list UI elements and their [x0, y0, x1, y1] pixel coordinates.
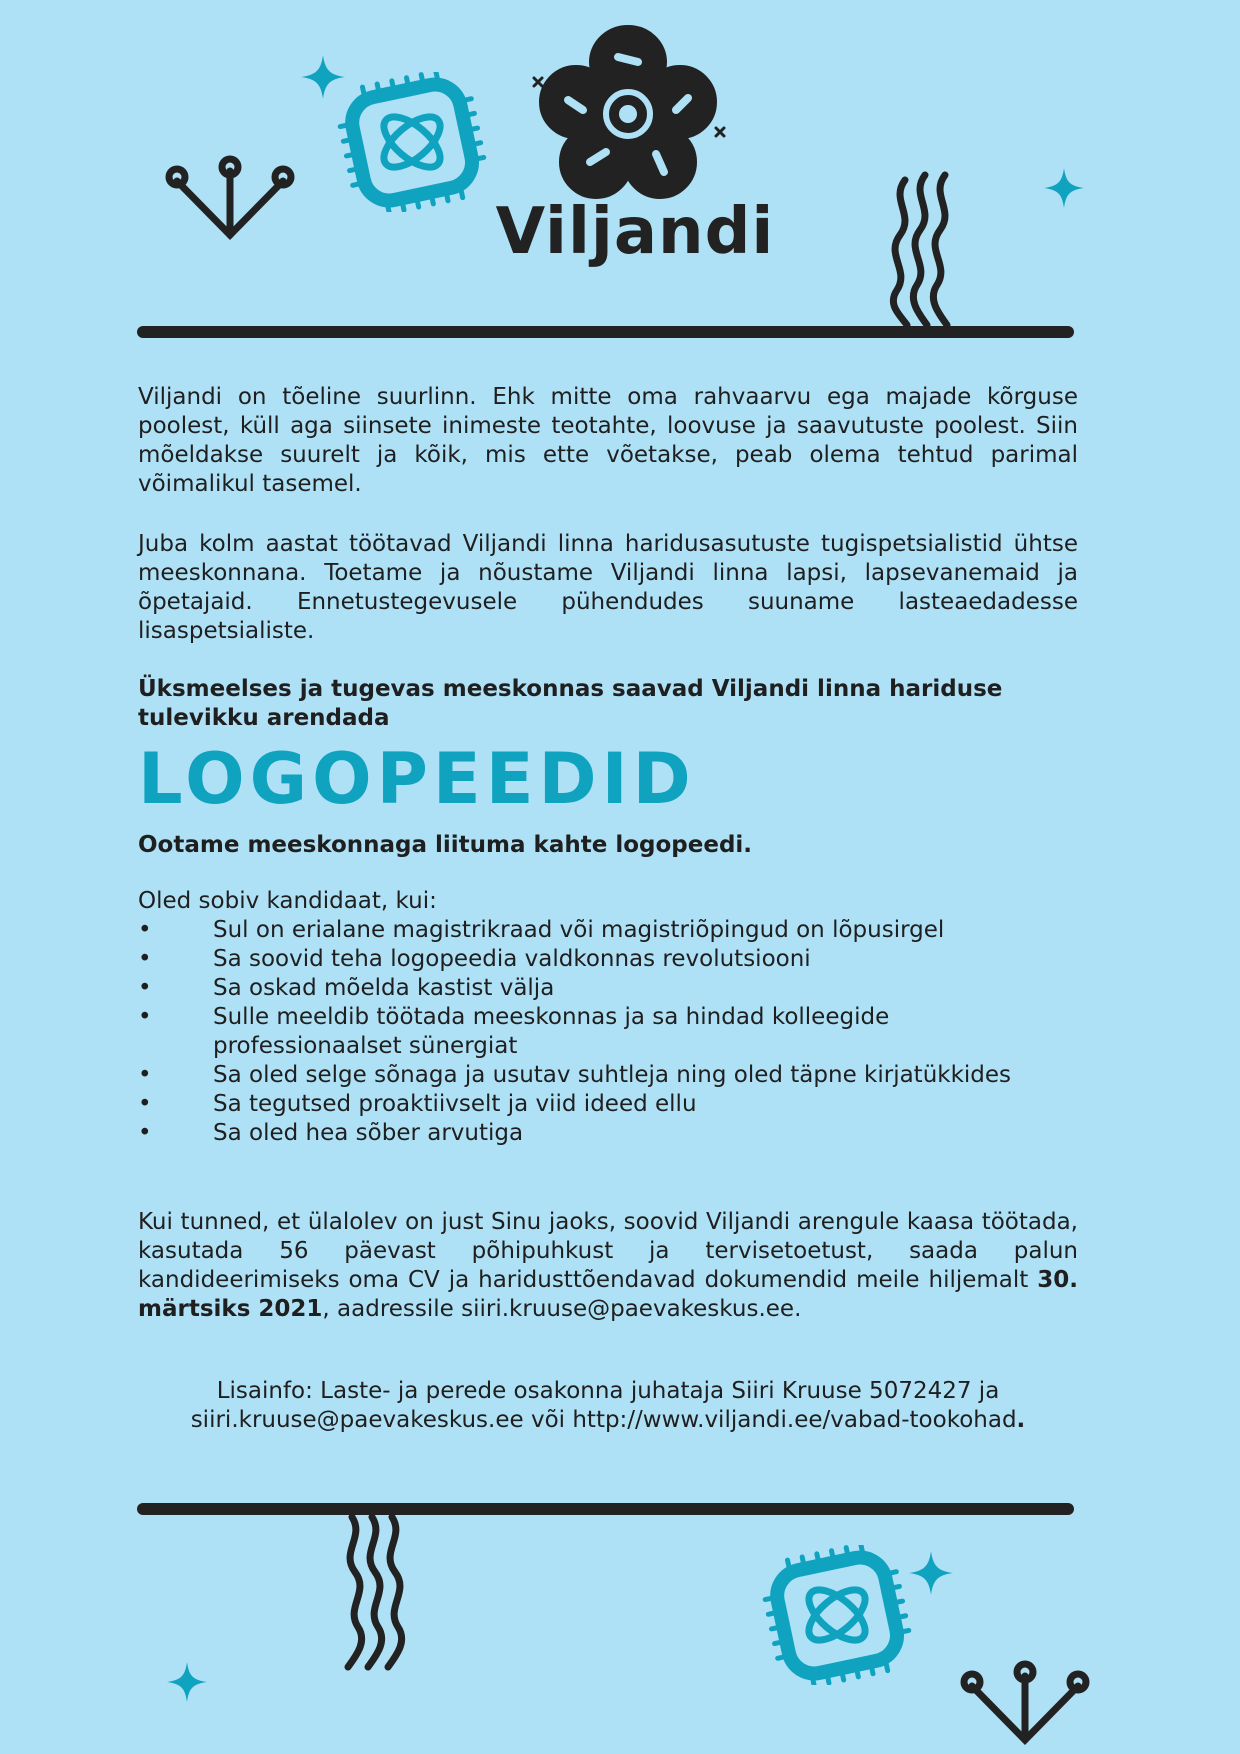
list-item: • Sa oled hea sõber arvutiga	[138, 1120, 524, 1146]
bullet: •	[138, 946, 152, 972]
bullet: •	[138, 1004, 152, 1030]
invite-text: Ootame meeskonnaga liituma kahte logopeedi.	[138, 832, 753, 858]
list-item: • Sa oskad mõelda kastist välja	[138, 975, 555, 1001]
bullet: •	[138, 917, 152, 943]
deadline: 30. märtsiks 2021	[138, 1267, 1078, 1322]
main-content	[138, 383, 1078, 1435]
contact-line-1: Lisainfo: Laste- ja perede osakonna juhataja Siiri Kruuse 5072427 ja	[216, 1378, 1000, 1404]
trident-icon	[960, 1660, 1090, 1750]
teal-square-ornament-icon	[760, 1545, 920, 1685]
list-item: • Sa soovid teha logopeedia valdkonnas revolutsiooni	[138, 946, 811, 972]
bullet: •	[138, 1120, 152, 1146]
list-item: • Sa tegutsed proaktiivselt ja viid ideed ellu	[138, 1091, 697, 1117]
contact-line-2[interactable]: siiri.kruuse@paevakeskus.ee või http://www.viljandi.ee/vabad-tookohad	[190, 1407, 1017, 1433]
sparkle-icon	[298, 52, 348, 102]
sparkle-icon	[165, 1660, 209, 1704]
intro-paragraph-2: Juba kolm aastat töötavad Viljandi linna haridusasutuste tugispetsialistid ühtse meeskonnana. Toetame ja nõustame Viljandi linna lapsi, lapsevanemaid ja õpetajaid. Ennetustegevusele pühendudes suuname lasteaedadesse lisaspetsialiste.	[138, 531, 1078, 644]
requirements-list	[138, 916, 1078, 1148]
list-item: • Sul on erialane magistrikraad või magistriõpingud on lõpusirgel	[138, 917, 945, 943]
top-divider	[137, 326, 1074, 338]
bottom-divider	[137, 1503, 1074, 1515]
teal-square-ornament-icon	[335, 72, 495, 212]
closing-paragraph: Kui tunned, et ülalolev on just Sinu jaoks, soovid Viljandi arengule kaasa töötada, kasutada 56 päevast põhipuhkust ja tervisetoetust, saada palun kandideerimiseks oma CV ja haridusttõendavad dokumendid meile hiljemalt 30. märtsiks 2021, aadressile siiri.kruuse@paevakeskus.ee.	[138, 1209, 1078, 1322]
trident-icon	[165, 155, 295, 245]
sparkle-icon	[1042, 166, 1086, 210]
lead-text: Üksmeelses ja tugevas meeskonnas saavad Viljandi linna hariduse tulevikku arendada	[138, 676, 1003, 731]
logo-text: Viljandi	[495, 195, 775, 269]
requirements-intro: Oled sobiv kandidaat, kui:	[138, 888, 437, 914]
wavy-lines-icon	[885, 170, 965, 330]
bullet: •	[138, 975, 152, 1001]
bullet: •	[138, 1091, 152, 1117]
list-item: • Sa oled selge sõnaga ja usutav suhtleja ning oled täpne kirjatükkides	[138, 1062, 1012, 1088]
flower-icon	[528, 22, 728, 207]
intro-paragraph-1: Viljandi on tõeline suurlinn. Ehk mitte oma rahvaarvu ega majade kõrguse poolest, küll aga siinsete inimeste teotahte, loovuse ja saavutuste poolest. Siin mõeldakse suurelt ja kõik, mis ette võetakse, peab olema tehtud parimal võimalikul tasemel.	[138, 384, 1078, 497]
list-item: • Sulle meeldib töötada meeskonnas ja sa hindad kolleegide professionaalset sünergiat	[138, 1004, 890, 1059]
sparkle-icon	[906, 1548, 956, 1598]
page-title: LOGOPEEDID	[138, 738, 696, 820]
wavy-lines-icon	[330, 1512, 410, 1672]
bullet: •	[138, 1062, 152, 1088]
contact-info: Lisainfo: Laste- ja perede osakonna juhataja Siiri Kruuse 5072427 ja siiri.kruuse@paevakeskus.ee või http://www.viljandi.ee/vabad-tookohad.	[190, 1378, 1026, 1433]
